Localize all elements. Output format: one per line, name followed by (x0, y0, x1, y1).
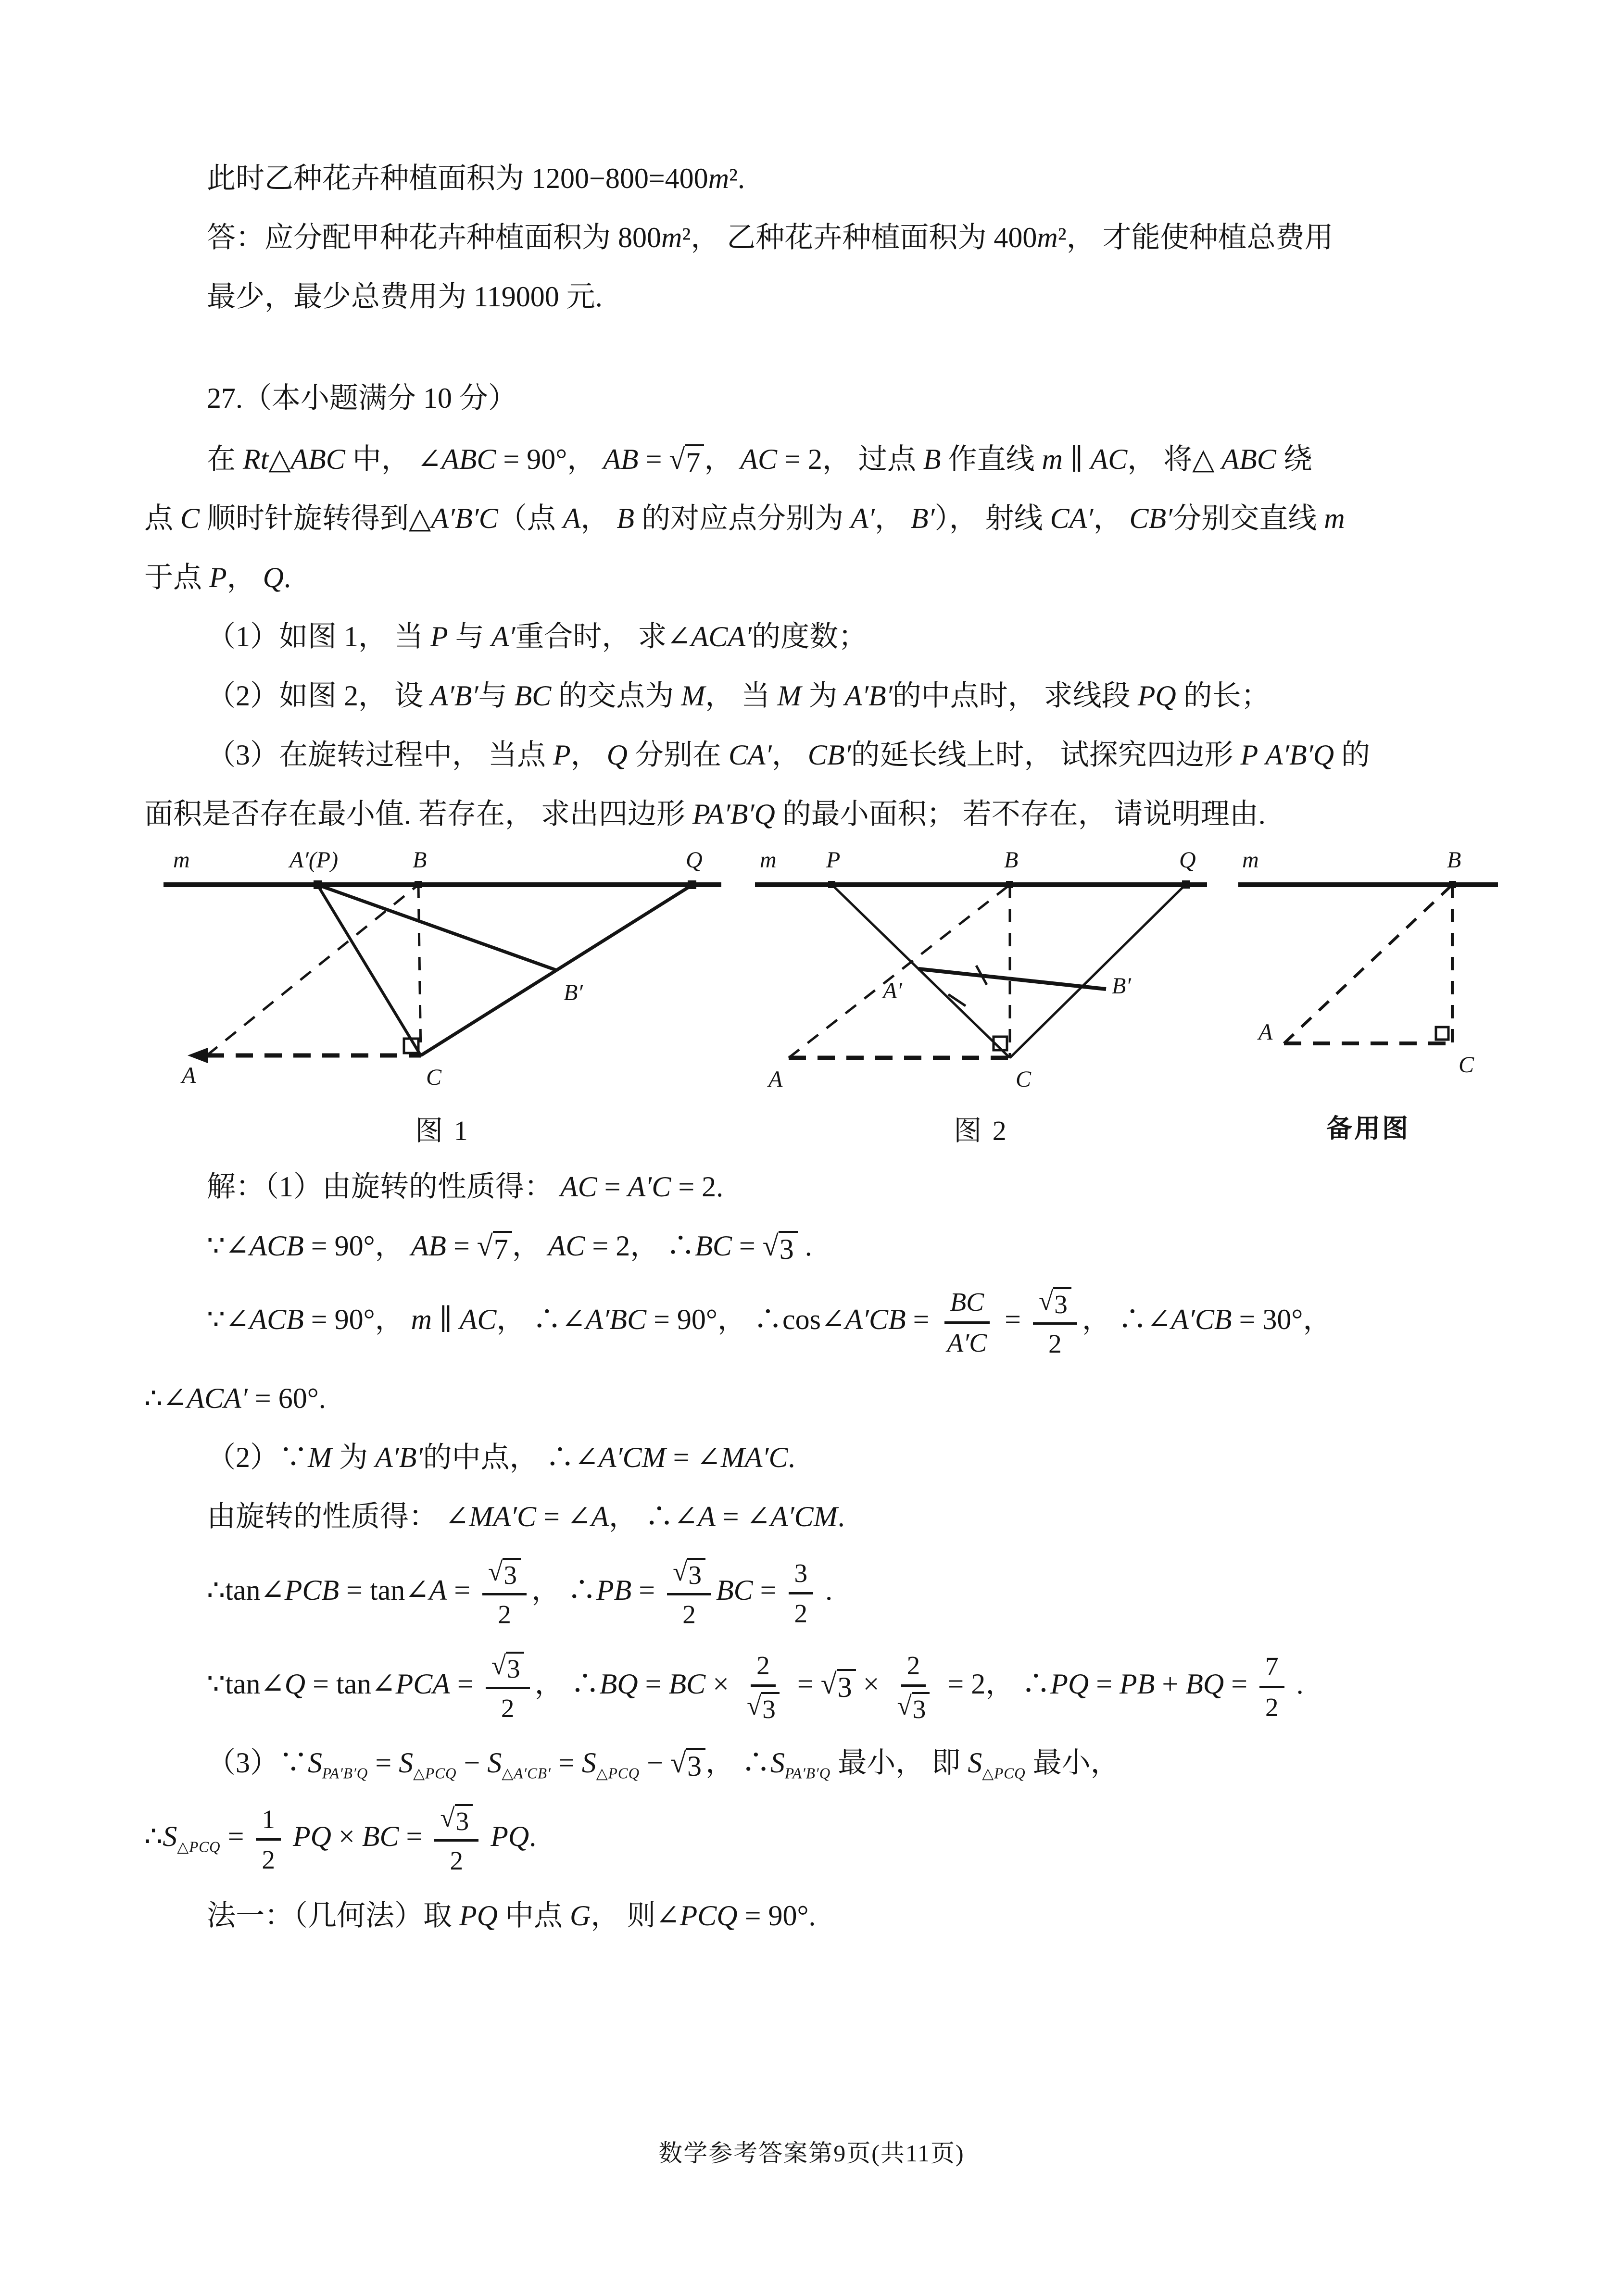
solution-line-8: ∵tan∠Q = tan∠PCA = √ 3 2 ， ∴BQ = BC × 2 √ 3 = √ 3 × 2 √ 3 = 2， ∴PQ = PB + BQ = $\frac{7}{2}$ . (207, 1650, 1304, 1724)
label-a: A (182, 1063, 196, 1088)
dashed-ab (1284, 885, 1452, 1043)
page-footer: 数学参考答案第9页(共11页) (658, 2140, 965, 2167)
solution-line-9: $(3)\because S_{PA'B'Q} = S_{\triangle PCQ} - S_{\triangle A'CB'} = S_{\triangle PCQ}$ − √ 3 ， $\therefore S_{PA'B'Q}$ 最小， 即 $S_{\triangle PCQ}$ 最小， (207, 1747, 1120, 1782)
arrow-at-a (188, 1048, 208, 1063)
figure-1-caption: 图 1 (415, 1115, 470, 1146)
figure-spare-diagram (1233, 851, 1503, 1101)
label-m: m (1242, 851, 1259, 873)
question-27-stem-line-3: 于点 P， Q. (144, 562, 291, 593)
solution-line-3: ∵∠ACB = 90°， m ∥ AC， ∴∠A′BC = 90°， ∴cos∠A′CB = $\frac{BC}{A'C}$ = √ 3 2 ， ∴∠A′CB = 30°， (207, 1286, 1332, 1358)
figure-1-diagram (159, 851, 726, 1101)
solution-line-6: 由旋转的性质得： ∠MA′C = ∠A， ∴∠A = ∠A′CM. (207, 1501, 845, 1533)
question-27-part-2: （2）如图 2， 设 A′B′与 BC 的交点为 M， 当 M 为 A′B′的中点时， 求线段 PQ 的长； (207, 680, 1270, 712)
label-a: A (768, 1066, 783, 1092)
solution-line-11: 法一：（几何法）取 PQ 中点 G， 则∠PCQ = 90°. (207, 1899, 816, 1932)
figure-2 (750, 851, 1212, 1148)
right-angle-mark (1436, 1027, 1448, 1040)
label-bp: B′ (564, 980, 583, 1005)
question-27-header: 27.（本小题满分 10 分） (207, 382, 517, 414)
label-b: B (1004, 851, 1019, 873)
question-27-stem-line-2: 点 C 顺时针旋转得到△A′B′C（点 A， B 的对应点分别为 A′， B′）， 射线 CA′， CB′分别交直线 m (144, 502, 1345, 534)
label-p: P (826, 851, 841, 873)
label-b: B (413, 851, 427, 873)
figure-2-diagram (750, 851, 1212, 1101)
question-27-part-1: （1）如图 1， 当 P 与 A′重合时， 求∠ACA′的度数； (207, 621, 868, 652)
prev-answer-line-3: 最少，最少总费用为 119000 元. (207, 281, 603, 313)
label-a: A (1258, 1019, 1273, 1045)
solution-line-4: ∴∠ACA′ = 60°. (144, 1382, 326, 1415)
segment-apbp (317, 885, 557, 970)
dashed-bc (418, 885, 421, 1055)
question-27-part-3-line-2: 面积是否存在最小值. 若存在， 求出四边形 PA′B′Q 的最小面积； 若不存在， 请说明理由. (144, 798, 1266, 830)
label-q: Q (1179, 851, 1196, 873)
question-27-stem-line-1: 在 Rt△ABC 中， ∠ABC = 90°， AB = √ 7 ， AC = 2， 过点 B 作直线 m ∥ AC， 将△ ABC 绕 (207, 443, 1312, 478)
solution-line-2: ∵∠ACB = 90°， AB = √ 7 ， AC = 2， ∴BC = √ 3 . (207, 1230, 812, 1265)
solution-line-10: $\therefore S_{\triangle PCQ}$ = $\frac{1}{2}$ PQ × BC = √ 3 2 PQ. (144, 1803, 537, 1876)
label-b: B (1447, 851, 1461, 873)
label-c: C (1016, 1066, 1032, 1092)
label-m: m (173, 851, 190, 873)
figure-2-caption: 图 2 (954, 1115, 1008, 1146)
figures-row (159, 851, 1623, 1148)
prev-answer-line-1: 此时乙种花卉种植面积为 1200−800=400m². (207, 163, 745, 194)
figure-1 (159, 851, 726, 1148)
label-c: C (1459, 1052, 1474, 1078)
solution-line-5: （2）∵M 为 A′B′的中点， ∴∠A′CM = ∠MA′C. (207, 1442, 795, 1474)
label-m: m (760, 851, 777, 873)
label-ap: A′(P) (289, 851, 339, 873)
question-27-part-3-line-1: （3）在旋转过程中， 当点 P， Q 分别在 CA′， CB′的延长线上时， 试探究四边形 P A′B′Q 的 (207, 739, 1371, 771)
segment-apbp (918, 969, 1106, 989)
figure-spare (1233, 851, 1503, 1145)
label-ap: A′ (883, 978, 902, 1004)
figure-spare-caption: 备用图 (1326, 1114, 1410, 1143)
segment-cq (1010, 885, 1185, 1058)
segment-pc (832, 885, 1010, 1058)
label-q: Q (686, 851, 703, 873)
label-bp: B′ (1112, 973, 1131, 999)
prev-answer-line-2: 答：应分配甲种花卉种植面积为 800m²， 乙种花卉种植面积为 400m²， 才能使种植总费用 (207, 222, 1334, 253)
segment-apc (317, 885, 421, 1055)
solution-line-1: 解：（1）由旋转的性质得： AC = A′C = 2. (207, 1171, 724, 1203)
solution-line-7: ∴tan∠PCB = tan∠A = √ 3 2 ， ∴PB = √ 3 2 BC = $\frac{3}{2}$ . (207, 1557, 833, 1630)
label-c: C (426, 1065, 442, 1090)
dashed-ab (789, 885, 1010, 1058)
